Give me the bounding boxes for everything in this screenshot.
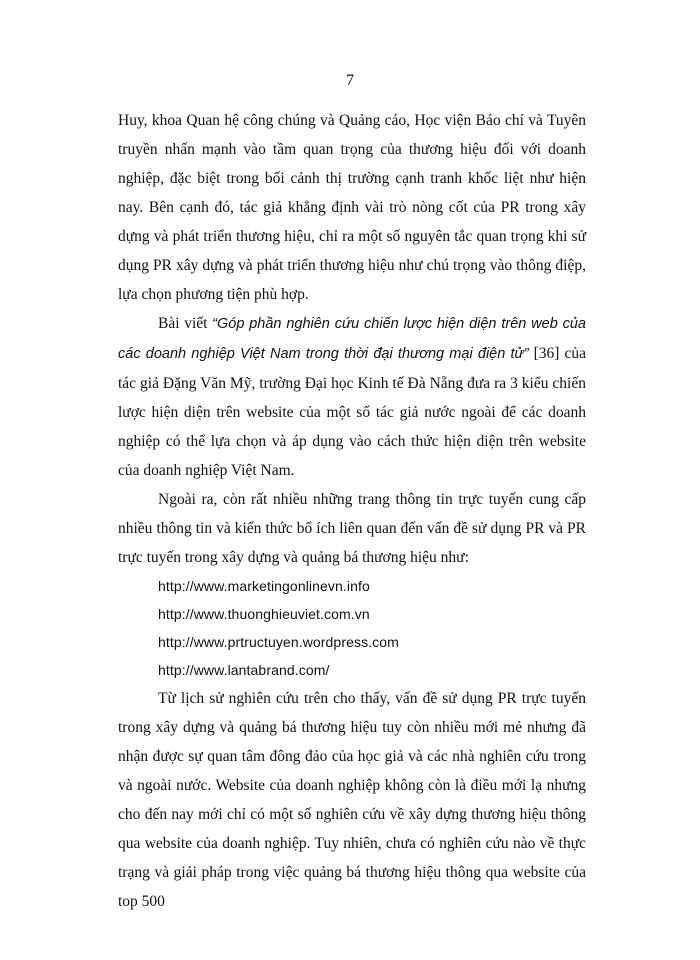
page-number: 7 xyxy=(346,72,354,89)
website-link: http://www.thuonghieuviet.com.vn xyxy=(158,606,370,622)
document-body xyxy=(118,106,586,916)
website-link: http://www.lantabrand.com/ xyxy=(158,662,330,678)
paragraph-2-rest: [36] của tác giả Đặng Văn Mỹ, trường Đại học Kinh tế Đà Nẵng đưa ra 3 kiểu chiến lược hiện diện trên website của một số tác giả nước ngoài để các doanh nghiệp có thể lựa chọn và áp dụng vào cách thức hiện diện trên website của doanh nghiệp Việt Nam. xyxy=(118,345,586,479)
paragraph-2-lead: Bài viết xyxy=(158,315,213,332)
paragraph-4: Từ lịch sử nghiên cứu trên cho thấy, vấn đề sử dụng PR trực tuyến trong xây dựng và quảng bá thương hiệu tuy còn nhiều mới mẻ nhưng đã nhận được sự quan tâm đông đảo của học giả và các nhà nghiên cứu trong và ngoài nước. Website của doanh nghiệp không còn là điều mới lạ nhưng cho đến nay mới chỉ có một số nghiên cứu về xây dựng thương hiệu thông qua website của doanh nghiệp. Tuy nhiên, chưa có nghiên cứu nào về thực trạng và giải pháp trong việc quảng bá thương hiệu thông qua website của top 500 xyxy=(118,690,586,910)
website-link: http://www.prtructuyen.wordpress.com xyxy=(158,634,399,650)
paragraph-3: Ngoài ra, còn rất nhiều những trang thông tin trực tuyến cung cấp nhiều thông tin và kiến thức bổ ích liên quan đến vấn đề sử dụng PR và PR trực tuyến trong xây dựng và quảng bá thương hiệu như: xyxy=(118,491,586,566)
website-link: http://www.marketingonlinevn.info xyxy=(158,578,370,594)
paragraph-1: Huy, khoa Quan hệ công chúng và Quảng cáo, Học viện Báo chí và Tuyên truyền nhấn mạnh vào tầm quan trọng của thương hiệu đối với doanh nghiệp, đặc biệt trong bối cảnh thị trường cạnh tranh khốc liệt như hiện nay. Bên cạnh đó, tác giả khẳng định vài trò nòng cốt của PR trong xây dựng và phát triển thương hiệu, chỉ ra một số nguyên tắc quan trọng khi sử dụng PR xây dựng và phát triển thương hiệu như chú trọng vào thông điệp, lựa chọn phương tiện phù hợp. xyxy=(118,112,586,303)
article-title: “Góp phần nghiên cứu chiến lược hiện diện trên web của các doanh nghiệp Việt Nam trong thời đại thương mại điện tử” xyxy=(118,316,586,362)
paragraph-2 xyxy=(118,309,586,485)
